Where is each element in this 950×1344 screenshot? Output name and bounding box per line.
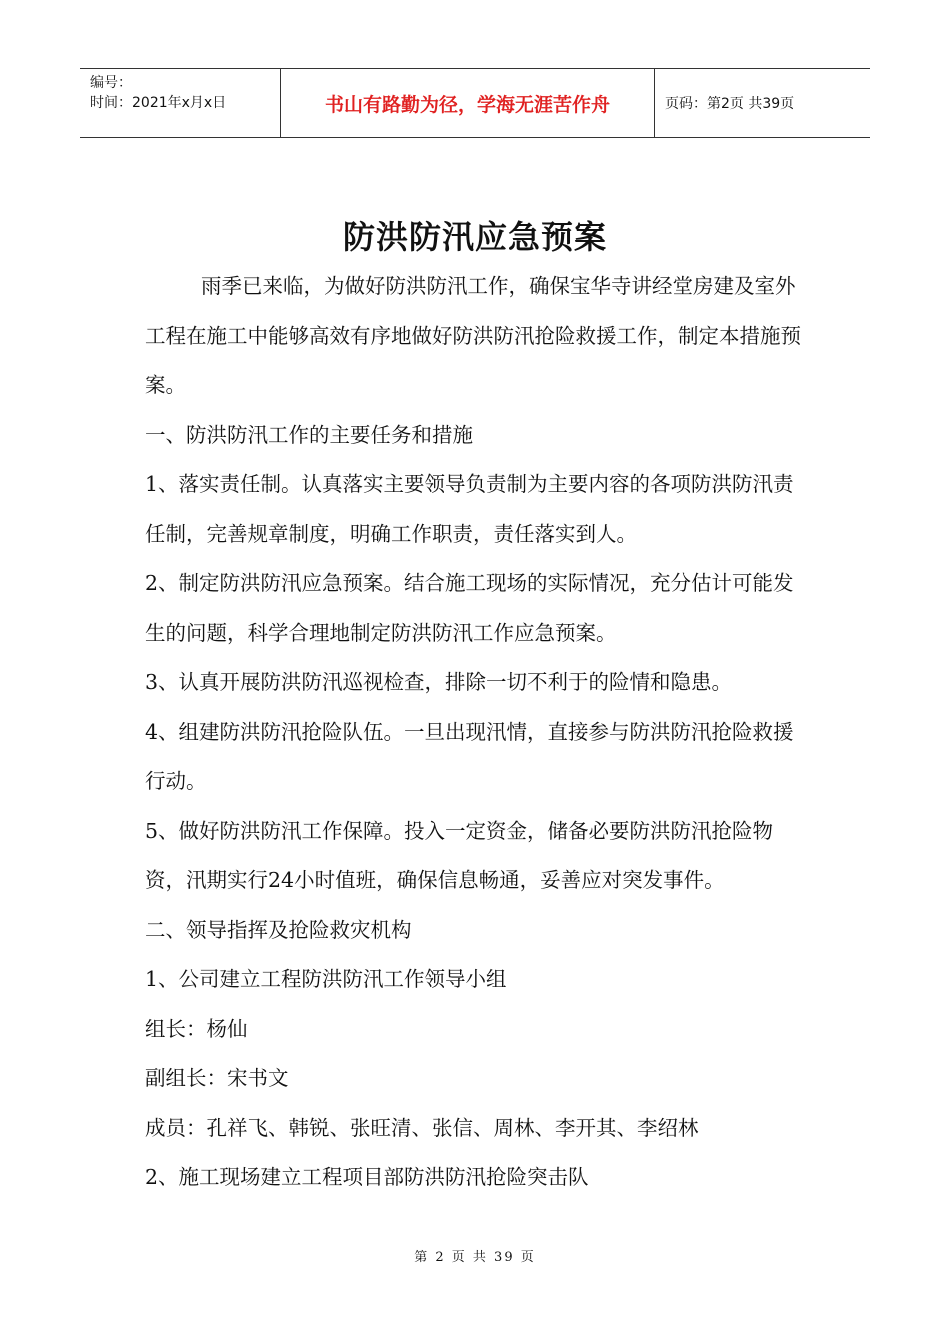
body-paragraph: 副组长：宋书文 (145, 1066, 289, 1090)
header-meta-cell (80, 69, 281, 137)
document-title: 防洪防汛应急预案 (342, 218, 607, 256)
header-motto: 书山有路勤为径，学海无涯苦作舟 (281, 69, 655, 137)
body-paragraph: 3、认真开展防洪防汛巡视检查，排除一切不利于的险情和隐患。 (145, 670, 733, 694)
header-table (80, 68, 870, 138)
header-page-info: 页码：第2页 共39页 (665, 96, 795, 112)
body-paragraph: 组长：杨仙 (145, 1016, 248, 1041)
section-heading: 二、领导指挥及抢险救灾机构 (145, 917, 412, 942)
body-paragraph: 1、落实责任制。认真落实主要领导负责制为主要内容的各项防洪防汛责任制，完善规章制度，明确工作职责，责任落实到人。 (145, 472, 794, 546)
document-body (145, 262, 810, 1203)
body-paragraph: 4、组建防洪防汛抢险队伍。一旦出现汛情，直接参与防洪防汛抢险救援行动。 (145, 719, 794, 793)
body-paragraph: 2、制定防洪防汛应急预案。结合施工现场的实际情况，充分估计可能发生的问题，科学合理地制定防洪防汛工作应急预案。 (145, 571, 794, 645)
body-paragraph: 1、公司建立工程防洪防汛工作领导小组 (145, 967, 507, 991)
body-paragraph: 成员：孔祥飞、韩锐、张旺清、张信、周林、李开其、李绍林 (145, 1115, 699, 1140)
body-paragraph: 2、施工现场建立工程项目部防洪防汛抢险突击队 (145, 1165, 589, 1189)
document-number-label: 编号： (90, 75, 132, 91)
document-date: 时间：2021年x月x日 (90, 95, 227, 111)
page-footer: 第 2 页 共 39 页 (414, 1250, 536, 1265)
body-paragraph: 5、做好防洪防汛工作保障。投入一定资金，储备必要防洪防汛抢险物资，汛期实行24小时值班，确保信息畅通，妥善应对突发事件。 (145, 818, 774, 892)
section-heading: 一、防洪防汛工作的主要任务和措施 (145, 422, 473, 447)
intro-paragraph: 雨季已来临，为做好防洪防汛工作，确保宝华寺讲经堂房建及室外工程在施工中能够高效有序地做好防洪防汛抢险救援工作，制定本措施预案。 (145, 274, 801, 397)
